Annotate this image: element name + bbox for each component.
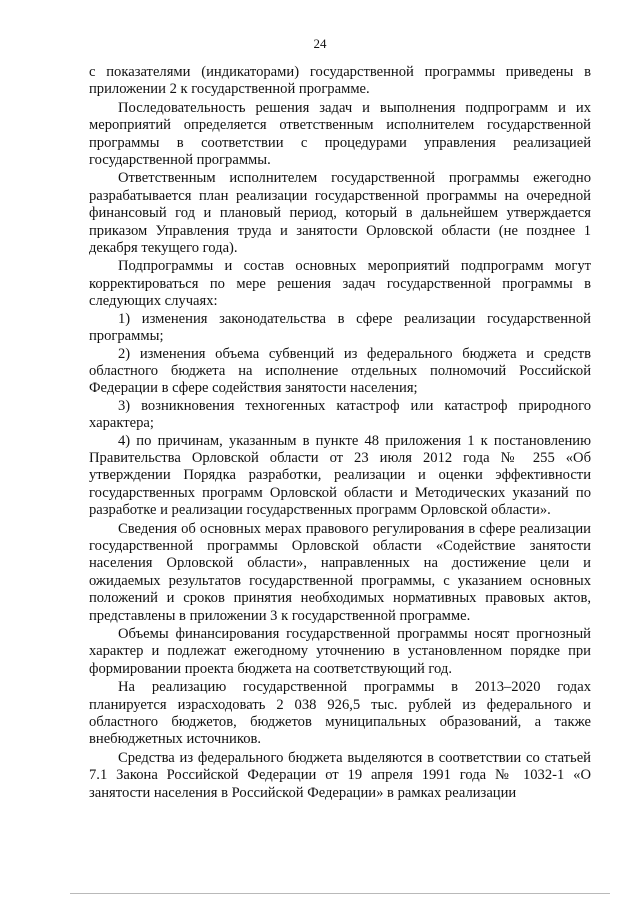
paragraph: На реализацию государственной программы в 2013–2020 годах планируется израсходовать 2 038 926,5 тыс. рублей из федерального и областного бюджетов, бюджетов муниципальных образований, а также внебюджетных источников. <box>89 679 591 748</box>
paragraph: Объемы финансирования государственной программы носят прогнозный характер и подлежат ежегодному уточнению в установленном порядке при формировании проекта бюджета на соответствующий год. <box>89 626 591 677</box>
paragraph: Ответственным исполнителем государственной программы ежегодно разрабатывается план реализации государственной программы на очередной финансовый год и плановый период, который в дальнейшем утверждается приказом Управления труда и занятости Орловской области (не позднее 1 декабря текущего года). <box>89 170 591 257</box>
paragraph: Последовательность решения задач и выполнения подпрограмм и их мероприятий определяется ответственным исполнителем государственной программы в соответствии с процедурами управления реализацией государственной программы. <box>89 99 591 169</box>
list-item: 1) изменения законодательства в сфере реализации государственной программы; <box>89 310 591 345</box>
paragraph: Средства из федерального бюджета выделяются в соответствии со статьей 7.1 Закона Российской Федерации от 19 апреля 1991 года № 1032-1 «О занятости населения в Российской Федерации» в рамках реализации <box>89 749 591 801</box>
document-body <box>89 64 591 802</box>
scan-edge-divider <box>70 893 610 894</box>
page-number: 24 <box>313 36 327 51</box>
paragraph: Сведения об основных мерах правового регулирования в сфере реализации государственной программы Орловской области «Содействие занятости населения Орловской области», направленных на достижение цели и ожидаемых результатов государственной программы, с указанием основных положений и сроков принятия необходимых нормативных правовых актов, представлены в приложении 3 к государственной программе. <box>89 520 591 624</box>
paragraph: Подпрограммы и состав основных мероприятий подпрограмм могут корректироваться по мере решения задач государственной программы в следующих случаях: <box>89 258 591 310</box>
list-item: 4) по причинам, указанным в пункте 48 приложения 1 к постановлению Правительства Орловской области от 23 июля 2012 года № 255 «Об утверждении Порядка разработки, реализации и оценки эффективности государственных программ Орловской области и Методических указаний по разработке и реализации государственных программ Орловской области». <box>89 432 591 519</box>
paragraph: с показателями (индикаторами) государственной программы приведены в приложении 2 к государственной программе. <box>89 64 591 98</box>
list-item: 3) возникновения техногенных катастроф или катастроф природного характера; <box>89 397 591 432</box>
list-item: 2) изменения объема субвенций из федерального бюджета и средств областного бюджета на исполнение отдельных полномочий Российской Федерации в сфере содействия занятости населения; <box>89 345 591 397</box>
